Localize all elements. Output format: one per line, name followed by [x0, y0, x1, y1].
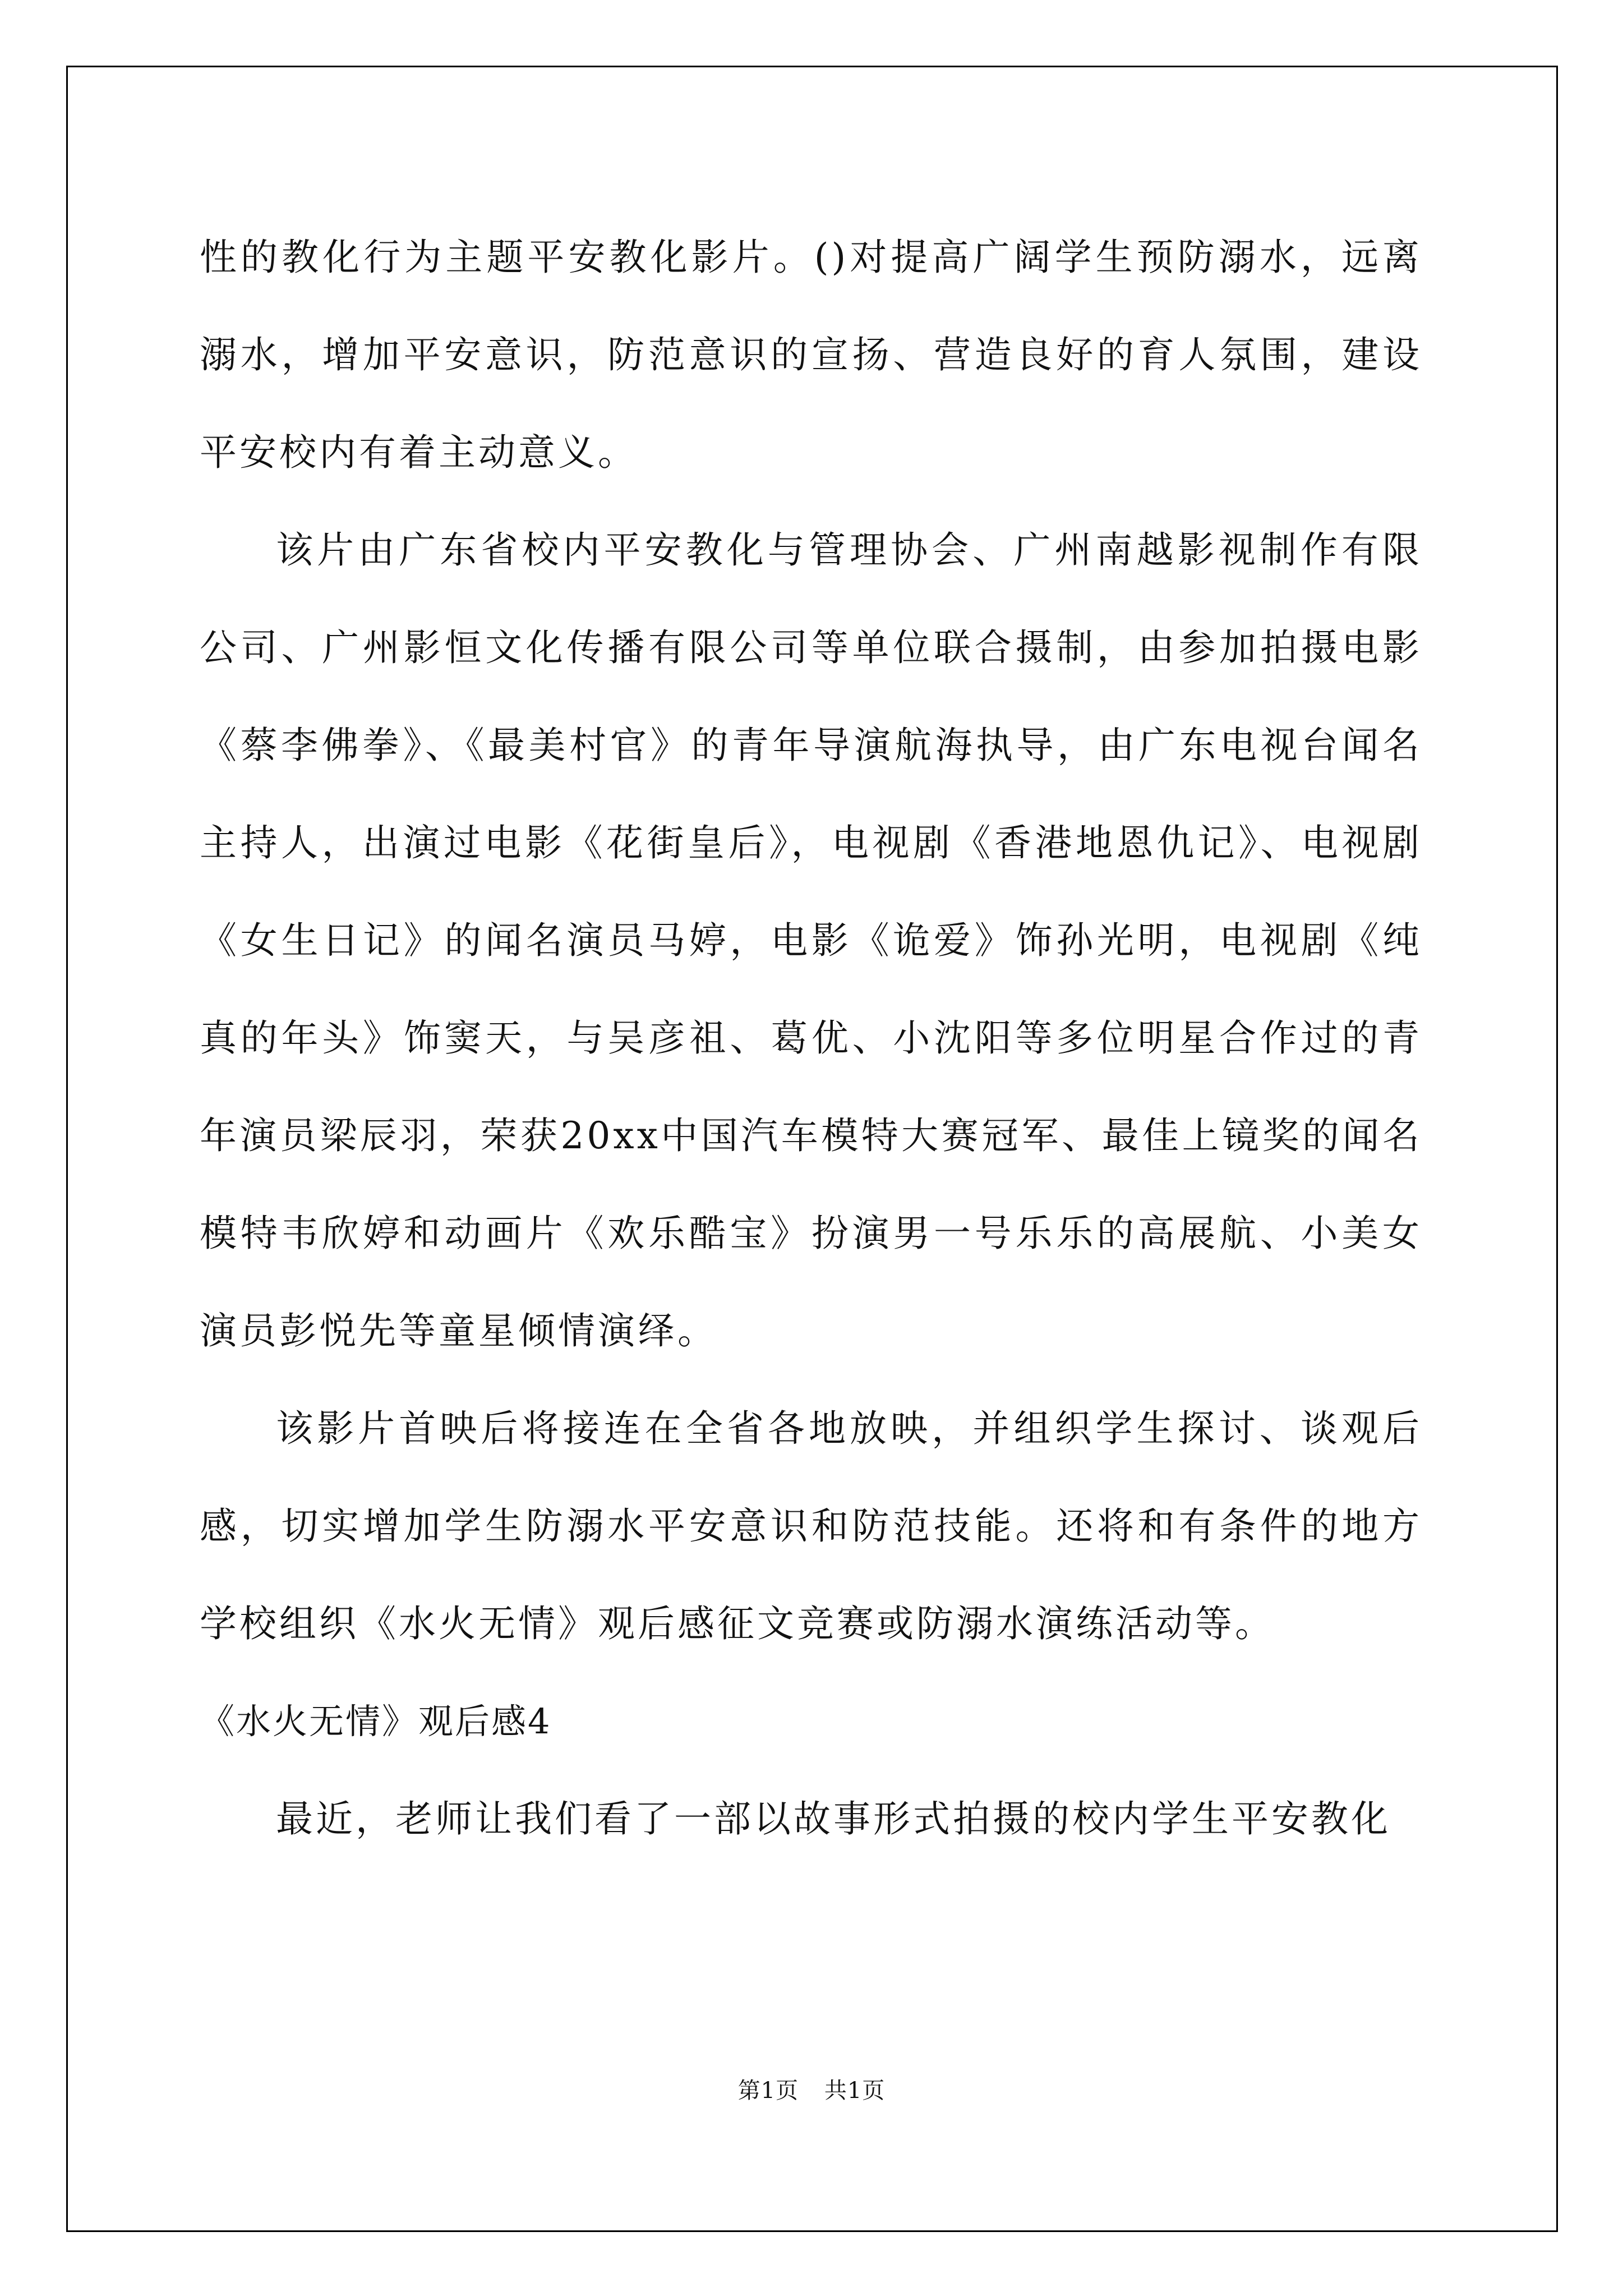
document-body	[200, 209, 1422, 1868]
paragraph-1: 性的教化行为主题平安教化影片。()对提高广阔学生预防溺水，远离溺水，增加平安意识，防范意识的宣扬、营造良好的育人氛围，建设平安校内有着主动意义。	[200, 236, 1422, 474]
section-heading: 《水火无情》观后感4	[200, 1701, 552, 1742]
page-number-total: 共1页	[824, 2078, 886, 2104]
page-number-current: 第1页	[737, 2078, 799, 2104]
paragraph-3: 该影片首映后将接连在全省各地放映，并组织学生探讨、谈观后感，切实增加学生防溺水平安意识和防范技能。还将和有条件的地方学校组织《水火无情》观后感征文竞赛或防溺水演练活动等。	[200, 1407, 1422, 1645]
paragraph-4: 最近，老师让我们看了一部以故事形式拍摄的校内学生平安教化	[276, 1797, 1391, 1841]
page-footer	[0, 2073, 1623, 2105]
paragraph-2: 该片由广东省校内平安教化与管理协会、广州南越影视制作有限公司、广州影恒文化传播有限公司等单位联合摄制，由参加拍摄电影《蔡李佛拳》、《最美村官》的青年导演航海执导，由广东电视台闻名主持人，出演过电影《花街皇后》，电视剧《香港地恩仇记》、电视剧《女生日记》的闻名演员马婷，电影《诡爱》饰孙光明，电视剧《纯真的年头》饰窦天，与吴彦祖、葛优、小沈阳等多位明星合作过的青年演员梁辰羽，荣获20xx中国汽车模特大赛冠军、最佳上镜奖的闻名模特韦欣婷和动画片《欢乐酷宝》扮演男一号乐乐的高展航、小美女演员彭悦先等童星倾情演绎。	[200, 528, 1422, 1352]
